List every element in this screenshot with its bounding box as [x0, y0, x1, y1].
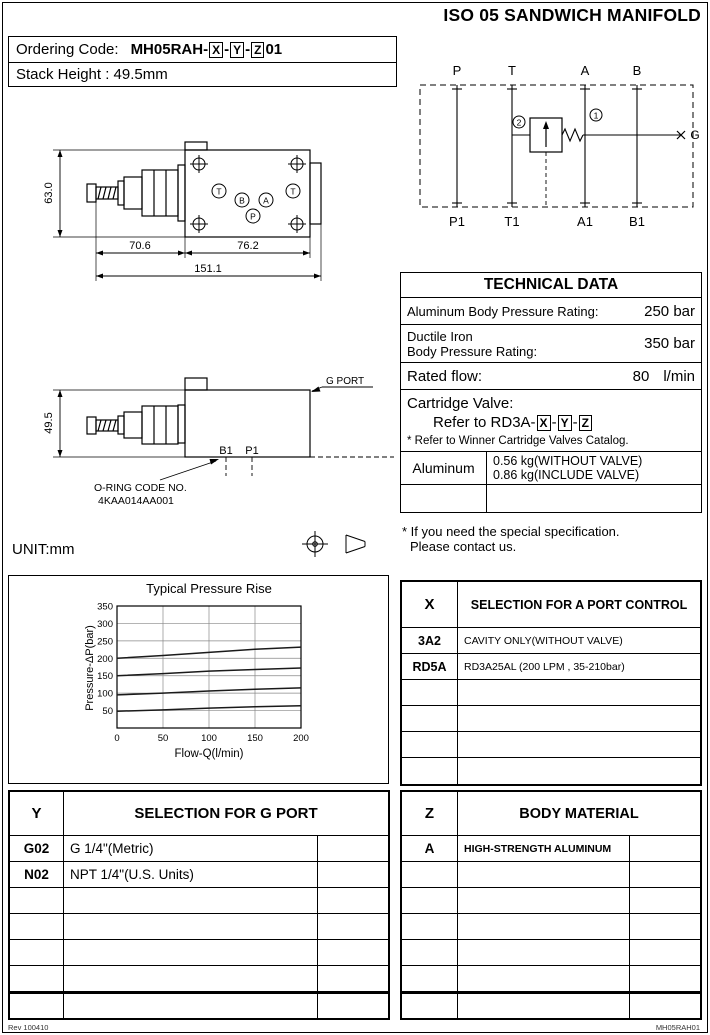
- option-desc: [64, 966, 318, 991]
- ordering-code-value: MH05RAH- X - Y - Z 01: [130, 41, 283, 58]
- option-code: [402, 706, 458, 731]
- ordering-code-label: Ordering Code:: [16, 41, 119, 58]
- rated-flow-label: Rated flow:: [407, 367, 483, 385]
- option-code: [402, 914, 458, 939]
- option-desc: [64, 888, 318, 913]
- node-1-label: 1: [593, 110, 599, 121]
- weight-values: 0.56 kg(WITHOUT VALVE) 0.86 kg(INCLUDE VALVE): [493, 454, 643, 482]
- option-code: G02: [10, 836, 64, 861]
- svg-text:100: 100: [201, 733, 217, 744]
- port-label-t-left: T: [216, 186, 222, 197]
- port-p: P: [452, 63, 462, 78]
- rated-flow-row: [401, 363, 701, 390]
- table-header-row: [10, 792, 388, 836]
- weight-row-empty: [401, 485, 701, 512]
- port-b1-label: B1: [219, 445, 233, 457]
- table-row: [402, 732, 700, 758]
- oring-code-value: 4KAA014AA001: [98, 495, 174, 507]
- dimension-bottom: [96, 202, 321, 281]
- technical-data-title: TECHNICAL DATA: [400, 272, 702, 298]
- svg-text:150: 150: [97, 671, 113, 683]
- port-label-a: A: [263, 195, 269, 206]
- table-row: [10, 992, 388, 1018]
- svg-text:200: 200: [97, 653, 113, 665]
- table-row: [10, 940, 388, 966]
- code-prefix: MH05RAH-: [130, 41, 209, 58]
- cartridge-z-box: Z: [579, 415, 592, 431]
- option-desc: HIGH-STRENGTH ALUMINUM: [458, 836, 630, 861]
- cartridge-valve-label: Cartridge Valve:: [407, 395, 514, 412]
- cartridge-note: * Refer to Winner Cartridge Valves Catalog.: [407, 435, 629, 447]
- table-row: [10, 862, 388, 888]
- weight-table: [400, 452, 702, 513]
- svg-text:350: 350: [97, 601, 113, 613]
- table-header-row: [402, 582, 700, 628]
- option-code: [10, 994, 64, 1018]
- option-code: [402, 862, 458, 887]
- option-code: [402, 966, 458, 991]
- table-row: [402, 706, 700, 732]
- option-desc: [458, 758, 700, 784]
- svg-text:0: 0: [114, 733, 120, 744]
- relief-valve-symbol: [512, 109, 700, 205]
- port-a1: A1: [577, 214, 593, 229]
- option-code: [402, 940, 458, 965]
- option-extra: [630, 862, 700, 887]
- svg-text:50: 50: [102, 706, 113, 718]
- option-desc: [458, 994, 630, 1018]
- stack-height-box: [8, 62, 397, 87]
- table-row: [402, 836, 700, 862]
- option-desc: G 1/4"(Metric): [64, 836, 318, 861]
- option-extra: [630, 888, 700, 913]
- special-note: * If you need the special specification. Please contact us.: [402, 524, 620, 554]
- z-code-header: Z: [402, 792, 458, 835]
- port-t1: T1: [504, 214, 520, 229]
- schematic-flow-lines: [452, 85, 642, 207]
- g-port-callout: [311, 376, 373, 392]
- y-code-header: Y: [10, 792, 64, 835]
- y-table-title: SELECTION FOR G PORT: [134, 805, 318, 822]
- option-code: [402, 888, 458, 913]
- table-row: [402, 914, 700, 940]
- option-code: [10, 940, 64, 965]
- chart-plot-area: [97, 602, 309, 745]
- option-extra: [318, 994, 388, 1018]
- side-view-drawing: [8, 368, 398, 560]
- table-row: [402, 862, 700, 888]
- pressure-rise-panel: [8, 575, 389, 784]
- pressure-rise-chart: [9, 576, 386, 781]
- selection-z-table: [400, 790, 702, 1020]
- port-holes: [212, 184, 300, 223]
- option-code: N02: [10, 862, 64, 887]
- schematic-bottom-port-labels: [449, 214, 645, 229]
- footer-revision: Rev 100410: [8, 1023, 49, 1032]
- schematic-top-port-labels: [453, 63, 642, 78]
- table-row: [402, 680, 700, 706]
- weight-row-aluminum: [401, 452, 701, 485]
- ductile-pressure-value: 350 bar: [644, 335, 695, 352]
- table-row: [402, 966, 700, 992]
- svg-text:200: 200: [293, 733, 309, 744]
- cartridge-y-box: Y: [558, 415, 572, 431]
- port-b1: B1: [629, 214, 645, 229]
- option-desc: [458, 966, 630, 991]
- option-desc: CAVITY ONLY(WITHOUT VALVE): [464, 634, 623, 647]
- oring-callout: [94, 459, 219, 507]
- table-row: [10, 966, 388, 992]
- hydraulic-schematic: [405, 55, 703, 270]
- datum-target-icon: [302, 531, 328, 557]
- technical-data-section: [400, 272, 702, 554]
- chart-ylabel: Pressure-ΔP(bar): [84, 625, 96, 711]
- dim-151-label: 151.1: [194, 263, 222, 275]
- x-table-title: SELECTION FOR A PORT CONTROL: [470, 597, 688, 612]
- option-extra: [318, 888, 388, 913]
- port-face-markers: [219, 445, 394, 476]
- footer-doc-number: MH05RAH01: [655, 1023, 700, 1032]
- rated-flow-value: 80 l/min: [632, 367, 695, 385]
- option-extra: [630, 914, 700, 939]
- svg-text:150: 150: [247, 733, 263, 744]
- option-desc: [458, 888, 630, 913]
- g-port-label: G PORT: [326, 376, 365, 387]
- option-desc: [458, 914, 630, 939]
- option-code: [402, 758, 458, 784]
- option-code: RD5A: [402, 654, 458, 679]
- option-desc: [64, 914, 318, 939]
- table-row: [402, 654, 700, 680]
- weight-material: Aluminum: [401, 452, 487, 484]
- option-code: A: [402, 836, 458, 861]
- port-p1: P1: [449, 214, 465, 229]
- dim-76-label: 76.2: [237, 240, 259, 252]
- option-desc: [458, 940, 630, 965]
- svg-text:50: 50: [157, 733, 169, 744]
- port-p1-label: P1: [245, 445, 259, 457]
- option-desc: [458, 706, 700, 731]
- aluminum-pressure-row: [401, 298, 701, 325]
- option-code: 3A2: [402, 628, 458, 653]
- option-desc: [64, 994, 318, 1018]
- cartridge-valve-row: [401, 390, 701, 451]
- table-row: [402, 888, 700, 914]
- option-extra: [630, 966, 700, 991]
- code-suffix: 01: [265, 41, 283, 58]
- option-extra: [630, 940, 700, 965]
- relief-valve-side-view: [87, 405, 185, 444]
- option-code: [402, 994, 458, 1018]
- option-extra: [318, 836, 388, 861]
- option-code: [402, 732, 458, 757]
- port-label-t-right: T: [290, 186, 296, 197]
- chart-xlabel: Flow-Q(l/min): [174, 748, 244, 760]
- table-row: [10, 888, 388, 914]
- table-row: [10, 914, 388, 940]
- table-row: [402, 940, 700, 966]
- unit-note: UNIT:mm: [12, 541, 75, 558]
- technical-data-table: [400, 298, 702, 452]
- option-code: [402, 680, 458, 705]
- g-port-symbol-label: G: [690, 128, 700, 142]
- option-extra: [318, 862, 388, 887]
- aluminum-pressure-label: Aluminum Body Pressure Rating:: [407, 303, 599, 319]
- page-title: ISO 05 SANDWICH MANIFOLD: [443, 5, 701, 25]
- aluminum-pressure-value: 250 bar: [644, 302, 695, 320]
- port-b: B: [632, 63, 642, 78]
- dim-70-label: 70.6: [129, 240, 151, 252]
- schematic-boundary: [420, 85, 693, 207]
- ductile-pressure-label: Ductile Iron Body Pressure Rating:: [407, 328, 538, 359]
- option-extra: [630, 836, 700, 861]
- port-t: T: [508, 63, 516, 78]
- svg-text:250: 250: [97, 636, 113, 648]
- cartridge-valve-ref: Refer to RD3A- X - Y - Z: [407, 413, 695, 432]
- table-row: [402, 758, 700, 784]
- option-extra: [318, 966, 388, 991]
- table-row: [402, 628, 700, 654]
- code-x-box: X: [209, 42, 223, 58]
- z-table-title: BODY MATERIAL: [519, 805, 639, 822]
- code-z-box: Z: [251, 42, 264, 58]
- dimension-49: [43, 390, 185, 457]
- dim-63-label: 63.0: [43, 182, 55, 204]
- option-desc: NPT 1/4"(U.S. Units): [64, 862, 318, 887]
- relief-valve-top-view: [87, 165, 185, 221]
- code-y-box: Y: [230, 42, 244, 58]
- option-desc: [458, 732, 700, 757]
- option-desc: [458, 862, 630, 887]
- option-code: [10, 966, 64, 991]
- option-extra: [630, 994, 700, 1018]
- option-extra: [318, 940, 388, 965]
- stack-height-label: Stack Height : 49.5mm: [16, 66, 168, 83]
- svg-text:300: 300: [97, 618, 113, 630]
- oring-code-label: O-RING CODE NO.: [94, 482, 187, 494]
- option-desc: [458, 680, 700, 705]
- ductile-pressure-row: [401, 325, 701, 363]
- port-label-b: B: [239, 195, 245, 206]
- option-code: [10, 888, 64, 913]
- selection-y-table: [8, 790, 390, 1020]
- option-desc: RD3A25AL (200 LPM , 35-210bar): [464, 660, 625, 673]
- port-label-p: P: [250, 211, 256, 222]
- ordering-code-box: [8, 36, 397, 63]
- projection-symbol-icon: [346, 535, 365, 553]
- table-row: [402, 992, 700, 1018]
- node-2-label: 2: [516, 117, 522, 128]
- dim-49-label: 49.5: [43, 412, 55, 434]
- option-code: [10, 914, 64, 939]
- table-header-row: [402, 792, 700, 836]
- top-view-drawing: [8, 88, 398, 293]
- selection-x-table: [400, 580, 702, 786]
- option-desc: [64, 940, 318, 965]
- table-row: [10, 836, 388, 862]
- cartridge-x-box: X: [537, 415, 551, 431]
- x-code-header: X: [402, 582, 458, 627]
- svg-text:100: 100: [97, 688, 113, 700]
- option-extra: [318, 914, 388, 939]
- port-a: A: [580, 63, 590, 78]
- chart-title: Typical Pressure Rise: [146, 581, 272, 596]
